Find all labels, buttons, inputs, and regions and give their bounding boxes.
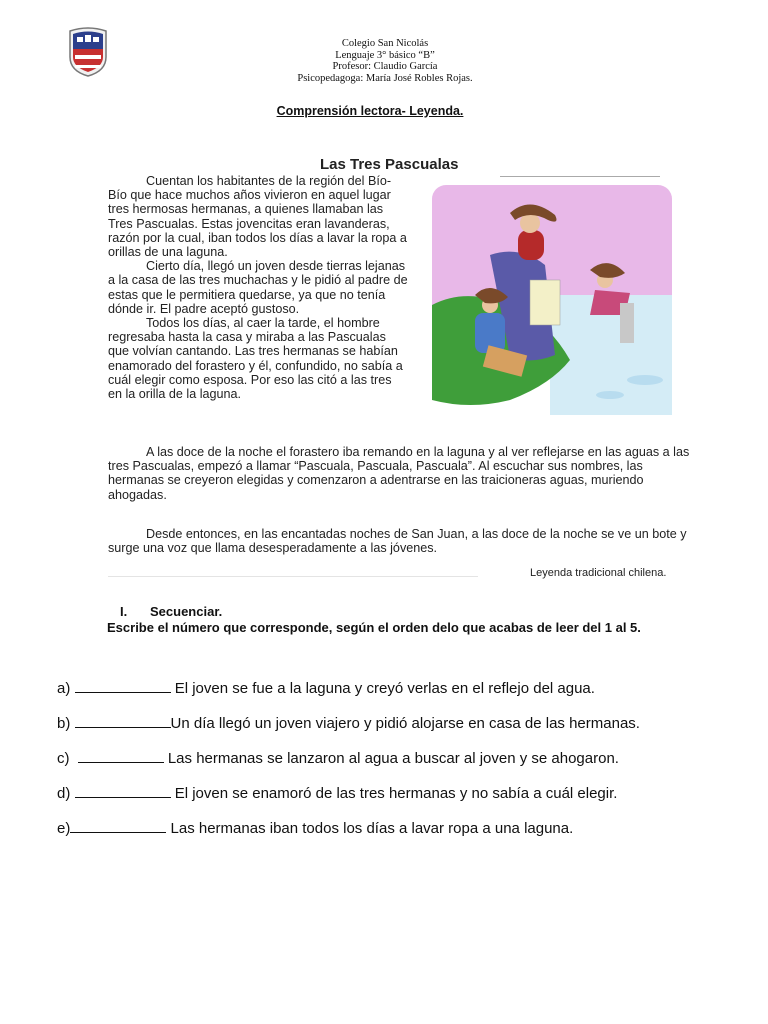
story-final-paragraph [108, 527, 692, 555]
sequence-item-c [57, 748, 619, 767]
story-paragraph: Todos los días, al caer la tarde, el hombre regresaba hasta la casa y miraba a las Pascualas que volvían cantando. Las tres hermanas se habían enamorado del forastero y él, confundido, no sabía a cuál elegir como esposa. Por eso las citó a las tres en la orilla de la laguna. [108, 316, 403, 402]
story-title: Las Tres Pascualas [320, 156, 459, 173]
story-paragraph: Desde entonces, en las encantadas noches de San Juan, a las doce de la noche se ve un bote y surge una voz que llama desesperadamente a las jóvenes. [108, 527, 687, 556]
story-credit: Leyenda tradicional chilena. [530, 567, 667, 579]
sequence-item-a [57, 678, 595, 697]
school-crest-logo [68, 27, 108, 77]
sequence-item-d [57, 783, 617, 802]
psychopedagogue-name: Psicopedagoga: María José Robles Rojas. [297, 72, 473, 84]
sequence-item-e [57, 818, 573, 837]
story-paragraph: A las doce de la noche el forastero iba remando en la laguna y al ver reflejarse en las aguas a las tres Pascualas, empezó a llamar “Pascuala, Pascuala, Pascuala”. Al escuchar sus nombres, las hermanas se creyeron elegidas y comenzaron a adentrarse en las traicioneras aguas, muriendo ahogadas. [108, 445, 690, 502]
section-heading [120, 604, 222, 619]
sequence-item-b [57, 713, 640, 732]
item-letter: d) [57, 785, 71, 802]
item-letter: b) [57, 715, 71, 732]
story-wide-paragraph [108, 445, 692, 502]
item-letter: e) [57, 820, 71, 837]
item-letter: a) [57, 680, 71, 697]
divider [108, 576, 478, 577]
story-paragraph: Cuentan los habitantes de la región del Bío-Bío que hace muchos años vivieron en aquel lugar tres hermosas hermanas, a quienes llamaban las Tres Pascualas. Estas jovencitas eran lavanderas, razón por la cual, iban todos los días a lavar la ropa a orillas de una laguna. [108, 174, 407, 260]
school-name: Colegio San Nicolás [341, 38, 429, 49]
item-text: Las hermanas iban todos los días a lavar ropa a una laguna. [170, 820, 574, 837]
item-text: Un día llegó un joven viajero y pidió alojarse en casa de las hermanas. [170, 715, 640, 732]
document-title: Comprensión lectora- Leyenda. [276, 104, 464, 118]
title-rule [500, 176, 660, 177]
item-text: El joven se enamoró de las tres hermanas y no sabía a cuál elegir. [174, 785, 618, 802]
section-instruction: Escribe el número que corresponde, según el orden delo que acabas de leer del 1 al 5. [107, 620, 641, 635]
answer-blank[interactable] [75, 678, 171, 693]
story-paragraph: Cierto día, llegó un joven desde tierras lejanas a la casa de las tres muchachas y le pidió al padre de estas que le permitiera quedarse, ya que no tenía dónde ir. El padre aceptó gustoso. [108, 259, 408, 316]
course-name: Lenguaje 3° básico “B” [335, 49, 435, 61]
section-number: I. [120, 604, 128, 619]
school-header [230, 38, 540, 84]
answer-blank[interactable] [75, 783, 171, 798]
three-sisters-washing-illustration [430, 185, 673, 415]
item-text: El joven se fue a la laguna y creyó verlas en el reflejo del agua. [174, 680, 595, 697]
item-letter: c) [57, 750, 70, 767]
story-column-text [108, 174, 408, 401]
answer-blank[interactable] [70, 818, 166, 833]
item-text: Las hermanas se lanzaron al agua a buscar al joven y se ahogaron. [167, 750, 619, 767]
section-title: Secuenciar. [150, 604, 223, 619]
answer-blank[interactable] [75, 713, 171, 728]
answer-blank[interactable] [78, 748, 164, 763]
teacher-name: Profesor: Claudio García [332, 61, 438, 73]
